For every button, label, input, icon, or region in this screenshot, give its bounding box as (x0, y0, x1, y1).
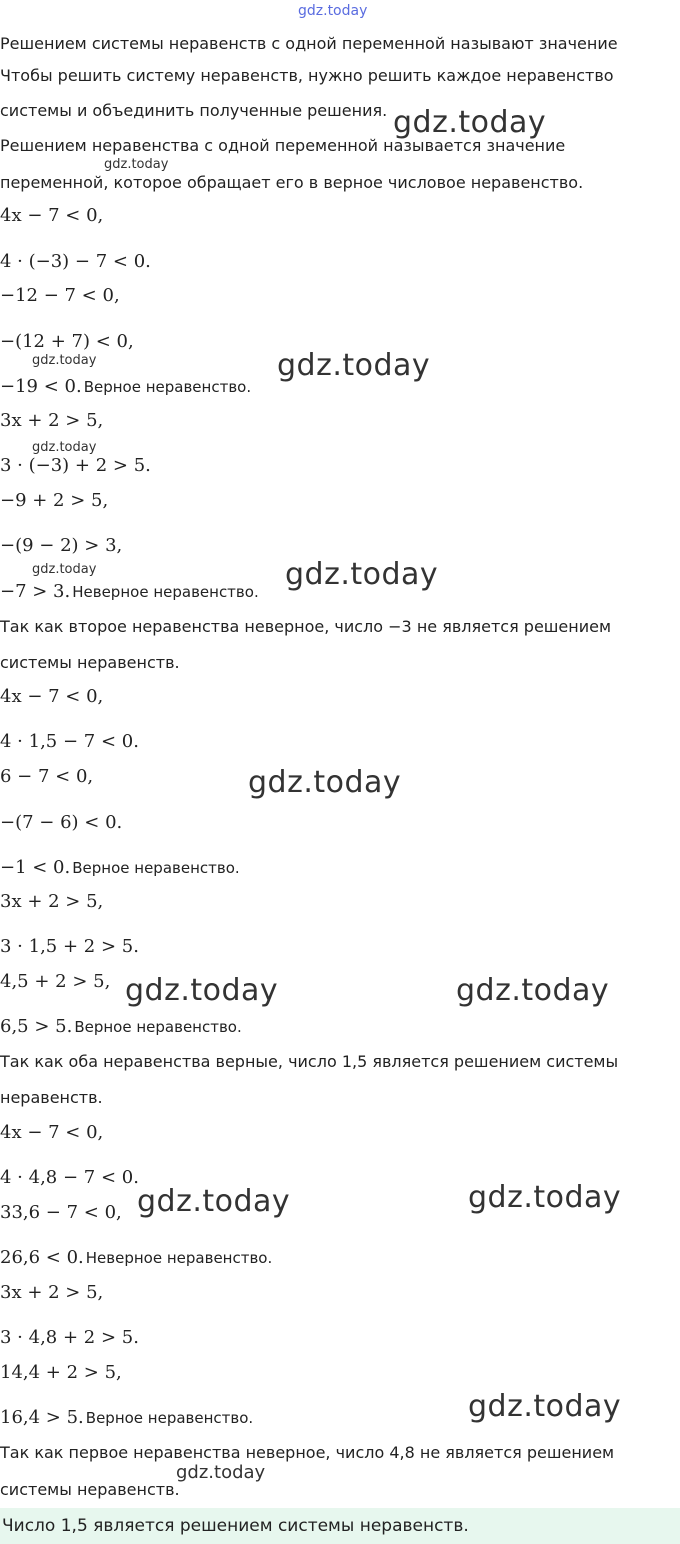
math-line: 26,6 < 0. Неверное неравенство. (0, 1247, 273, 1268)
math-line: −9 + 2 > 5, (0, 490, 109, 511)
watermark: gdz.today (456, 973, 610, 1008)
math-line: 14,4 + 2 > 5, (0, 1362, 122, 1383)
math-line: −1 < 0. Верное неравенство. (0, 857, 240, 878)
math-line: −(9 − 2) > 3, (0, 535, 123, 556)
watermark: gdz.today (393, 105, 547, 140)
watermark: gdz.today (468, 1180, 622, 1215)
verdict-text: Неверное неравенство. (85, 1249, 273, 1267)
math-line: 3 · 1,5 + 2 > 5. (0, 936, 139, 957)
watermark: gdz.today (137, 1184, 291, 1219)
conclusion-line: системы неравенств. (0, 653, 180, 672)
watermark: gdz.today (285, 557, 439, 592)
watermark: gdz.today (32, 562, 97, 577)
math-line: 6 − 7 < 0, (0, 766, 94, 787)
math-line: 3 · (−3) + 2 > 5. (0, 455, 151, 476)
math-line: 3x + 2 > 5, (0, 1282, 104, 1303)
intro-line: Решением системы неравенств с одной переменной называют значение (0, 34, 618, 53)
answer-box (0, 1508, 680, 1544)
math-line: 4x − 7 < 0, (0, 1122, 104, 1143)
verdict-text: Верное неравенство. (85, 1409, 254, 1427)
verdict-text: Верное неравенство. (74, 1018, 242, 1036)
math-line: 3 · 4,8 + 2 > 5. (0, 1327, 139, 1348)
intro-line: переменной, которое обращает его в верное числовое неравенство. (0, 173, 584, 192)
verdict-text: Верное неравенство. (72, 859, 240, 877)
math-line: −(12 + 7) < 0, (0, 331, 134, 352)
answer-text: Число 1,5 является решением системы неравенств. (2, 1516, 469, 1536)
math-line: 4,5 + 2 > 5, (0, 971, 111, 992)
intro-line: Решением неравенства с одной переменной называется значение (0, 136, 566, 155)
watermark: gdz.today (125, 973, 279, 1008)
watermark: gdz.today (277, 348, 431, 383)
math-line: 4 · (−3) − 7 < 0. (0, 251, 151, 272)
math-line: 33,6 − 7 < 0, (0, 1202, 122, 1223)
intro-line: Чтобы решить систему неравенств, нужно решить каждое неравенство (0, 66, 614, 85)
watermark: gdz.today (32, 440, 97, 455)
math-line: −7 > 3. Неверное неравенство. (0, 581, 259, 602)
math-line: 16,4 > 5. Верное неравенство. (0, 1407, 254, 1428)
math-line: −12 − 7 < 0, (0, 285, 120, 306)
math-line: 4 · 1,5 − 7 < 0. (0, 731, 139, 752)
verdict-text: Неверное неравенство. (72, 583, 259, 601)
conclusion-line: Так как первое неравенства неверное, число 4,8 не является решением (0, 1443, 615, 1462)
watermark: gdz.today (176, 1462, 266, 1483)
math-line: −19 < 0. Верное неравенство. (0, 376, 252, 397)
math-line: 4x − 7 < 0, (0, 205, 104, 226)
math-line: 4 · 4,8 − 7 < 0. (0, 1167, 139, 1188)
math-line: 6,5 > 5. Верное неравенство. (0, 1016, 242, 1037)
conclusion-line: Так как оба неравенства верные, число 1,5 является решением системы (0, 1052, 619, 1071)
watermark: gdz.today (248, 765, 402, 800)
watermark: gdz.today (32, 353, 97, 368)
math-line: 4x − 7 < 0, (0, 686, 104, 707)
math-line: 3x + 2 > 5, (0, 891, 104, 912)
conclusion-line: системы неравенств. (0, 1480, 180, 1499)
conclusion-line: Так как второе неравенства неверное, число −3 не является решением (0, 617, 612, 636)
watermark: gdz.today (104, 157, 169, 172)
conclusion-line: неравенств. (0, 1088, 103, 1107)
verdict-text: Верное неравенство. (83, 378, 252, 396)
intro-line: системы и объединить полученные решения. (0, 101, 388, 120)
watermark: gdz.today (468, 1389, 622, 1424)
math-line: −(7 − 6) < 0. (0, 812, 123, 833)
math-line: 3x + 2 > 5, (0, 410, 104, 431)
watermark: gdz.today (298, 3, 368, 19)
